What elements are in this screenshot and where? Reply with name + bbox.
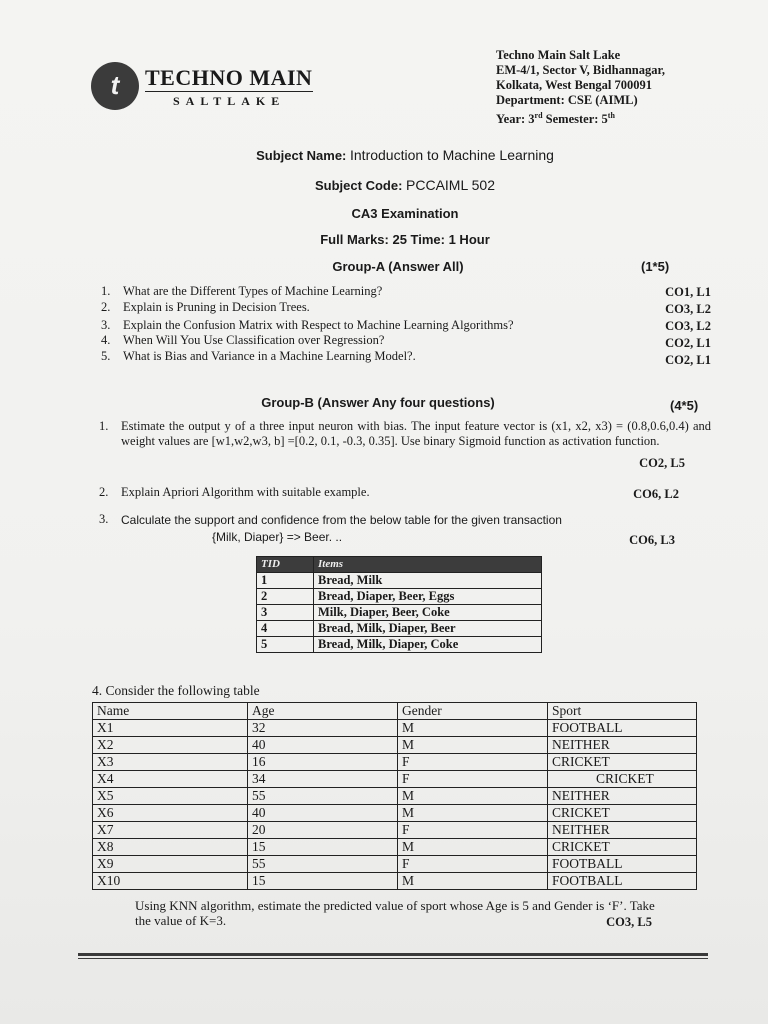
column-header: Name [93, 703, 248, 720]
address-line: Techno Main Salt Lake [496, 48, 621, 62]
table-cell: CRICKET [548, 754, 697, 771]
table-cell: FOOTBALL [548, 720, 697, 737]
table-cell: NEITHER [548, 737, 697, 754]
marks-time: Full Marks: 25 Time: 1 Hour [320, 232, 490, 247]
table-cell: F [398, 771, 548, 788]
table-row [93, 754, 697, 771]
question-number: 3. [99, 512, 109, 526]
table-row [93, 839, 697, 856]
college-name: TECHNO MAIN [145, 65, 313, 90]
group-a-question: 5. What is Bias and Variance in a Machine Learning Model?. [101, 349, 416, 363]
group-a-question: 4. When Will You Use Classification over Regression? [101, 333, 385, 347]
table-cell: 40 [248, 805, 398, 822]
table-cell: M [398, 873, 548, 890]
table-cell: X2 [93, 737, 248, 754]
college-campus: SALTLAKE [173, 94, 286, 108]
column-header: Age [248, 703, 398, 720]
address-block [496, 48, 665, 127]
question-number: 2. [99, 485, 109, 499]
table-cell: CRICKET [548, 771, 697, 788]
group-b-question-1: Estimate the output y of a three input neuron with bias. The input feature vector is (x1, x2, x3) = (0.8,0.6,0.4) and weight values are [w1,w2,w3, b] =[0.2, 0.1, -0.3, 0.35]. Use binary Sigmoid function as activation function. [121, 419, 711, 448]
subject-code: Subject Code: PCCAIML 502 [315, 177, 495, 193]
course-outcome: CO6, L3 [629, 533, 675, 547]
table-cell: 34 [248, 771, 398, 788]
knn-instruction: Using KNN algorithm, estimate the predicted value of sport whose Age is 5 and Gender is ‘F’. Take [135, 898, 655, 913]
course-outcome: CO3, L2 [665, 319, 711, 333]
question-number: 1. [99, 419, 109, 433]
group-a-question: 2. Explain is Pruning in Decision Trees. [101, 300, 310, 314]
table-row [93, 822, 697, 839]
column-header: Items [314, 557, 542, 573]
table-cell: FOOTBALL [548, 873, 697, 890]
table-cell: X10 [93, 873, 248, 890]
course-outcome: CO3, L5 [606, 915, 652, 929]
department-line: Department: CSE (AIML) [496, 93, 638, 107]
table-row [93, 856, 697, 873]
knn-table [92, 702, 697, 890]
table-cell: 55 [248, 788, 398, 805]
table-cell: X3 [93, 754, 248, 771]
group-a-question: 1. What are the Different Types of Machine Learning? [101, 284, 383, 298]
table-cell: M [398, 805, 548, 822]
table-cell: F [398, 856, 548, 873]
subject-name: Subject Name: Introduction to Machine Learning [256, 147, 554, 163]
group-a-title: Group-A (Answer All) [332, 259, 464, 274]
table-cell: X1 [93, 720, 248, 737]
table-cell: NEITHER [548, 822, 697, 839]
table-cell: M [398, 788, 548, 805]
table-row: 4 Bread, Milk, Diaper, Beer [257, 621, 542, 637]
table-cell: X5 [93, 788, 248, 805]
column-header: TID [257, 557, 314, 573]
footer-rule [78, 958, 708, 959]
knn-instruction: the value of K=3. [135, 913, 227, 928]
table-row: 3 Milk, Diaper, Beer, Coke [257, 605, 542, 621]
table-cell: M [398, 839, 548, 856]
table-row: 5 Bread, Milk, Diaper, Coke [257, 637, 542, 653]
footer-rule [78, 953, 708, 956]
table-row: 2 Bread, Diaper, Beer, Eggs [257, 589, 542, 605]
table-header-row [93, 703, 697, 720]
group-b-question-3: Calculate the support and confidence from the below table for the given transaction [121, 513, 562, 527]
address-line: Kolkata, West Bengal 700091 [496, 78, 653, 92]
table-cell: X8 [93, 839, 248, 856]
group-b-question-4: 4. Consider the following table [92, 683, 260, 698]
table-cell: M [398, 737, 548, 754]
transaction-table [256, 556, 542, 653]
table-cell: 15 [248, 873, 398, 890]
table-row [93, 805, 697, 822]
table-cell: X7 [93, 822, 248, 839]
group-a-question: 3. Explain the Confusion Matrix with Respect to Machine Learning Algorithms? [101, 318, 514, 332]
transaction-rule: {Milk, Diaper} => Beer. .. [212, 530, 343, 544]
exam-name: CA3 Examination [351, 206, 459, 221]
table-cell: F [398, 822, 548, 839]
table-cell: 16 [248, 754, 398, 771]
table-cell: F [398, 754, 548, 771]
course-outcome: CO2, L5 [639, 456, 685, 470]
group-b-marks: (4*5) [670, 398, 699, 413]
college-logo-icon: t [91, 62, 139, 110]
group-b-question-2: Explain Apriori Algorithm with suitable example. [121, 485, 370, 499]
table-header-row [257, 557, 542, 573]
table-cell: 55 [248, 856, 398, 873]
table-cell: X4 [93, 771, 248, 788]
table-row [93, 737, 697, 754]
logo-divider [145, 91, 313, 92]
table-cell: X6 [93, 805, 248, 822]
column-header: Sport [548, 703, 697, 720]
table-row: 1 Bread, Milk [257, 573, 542, 589]
table-row [93, 788, 697, 805]
table-cell: CRICKET [548, 839, 697, 856]
table-cell: 20 [248, 822, 398, 839]
year-semester-line: Year: 3rd Semester: 5th [496, 111, 615, 127]
table-cell: FOOTBALL [548, 856, 697, 873]
column-header: Gender [398, 703, 548, 720]
table-cell: 32 [248, 720, 398, 737]
table-cell: X9 [93, 856, 248, 873]
table-cell: CRICKET [548, 805, 697, 822]
table-cell: NEITHER [548, 788, 697, 805]
table-row [93, 771, 697, 788]
course-outcome: CO2, L1 [665, 336, 711, 350]
course-outcome: CO1, L1 [665, 285, 711, 299]
table-row [93, 720, 697, 737]
course-outcome: CO2, L1 [665, 353, 711, 367]
table-row [93, 873, 697, 890]
table-cell: 40 [248, 737, 398, 754]
table-cell: 15 [248, 839, 398, 856]
course-outcome: CO3, L2 [665, 302, 711, 316]
address-line: EM-4/1, Sector V, Bidhannagar, [496, 63, 666, 77]
group-a-marks: (1*5) [641, 259, 670, 274]
course-outcome: CO6, L2 [633, 487, 679, 501]
table-cell: M [398, 720, 548, 737]
group-b-title: Group-B (Answer Any four questions) [261, 395, 495, 410]
